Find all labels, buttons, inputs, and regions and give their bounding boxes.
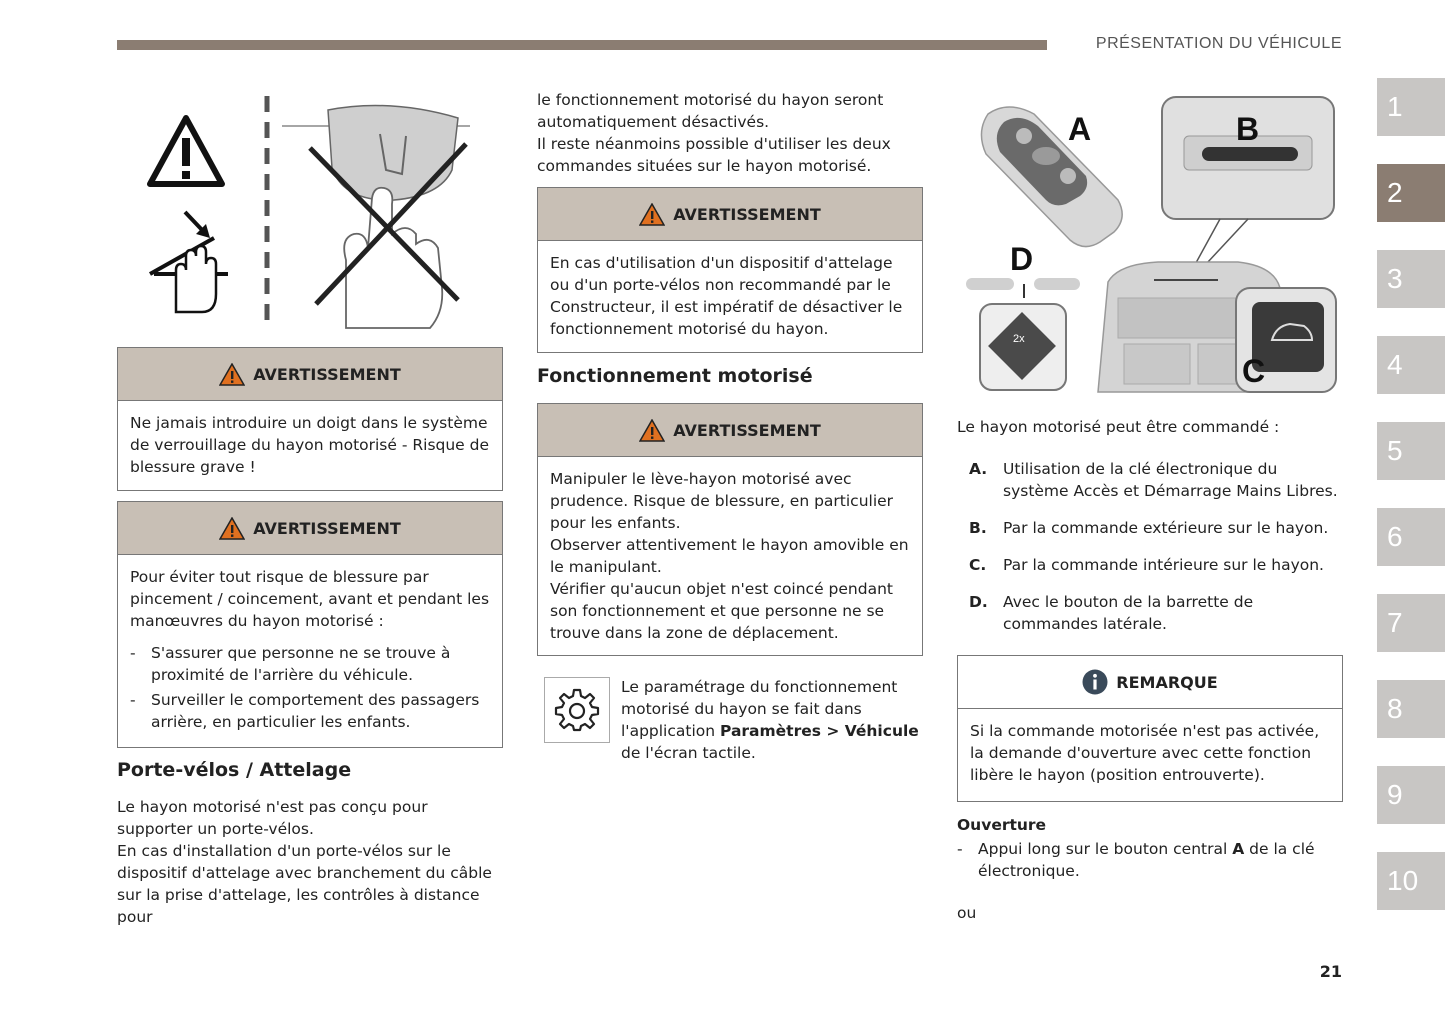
tab-4[interactable]: 4 <box>1377 336 1445 394</box>
tailgate-lock-drawing <box>282 106 470 329</box>
gear-icon <box>554 687 600 733</box>
note-text: Si la commande motorisée n'est pas activée, la demande d'ouverture avec cette fonction libère le hayon (position entrouverte). <box>970 722 1320 784</box>
warning-text: Ne jamais introduire un doigt dans le système de verrouillage du hayon motorisé - Risque de blessure grave ! <box>130 414 490 476</box>
header-rule <box>117 40 1047 50</box>
option-text: Par la commande extérieure sur le hayon. <box>1003 519 1329 537</box>
label-d: D <box>1010 241 1034 277</box>
warning-header <box>538 404 922 457</box>
tab-9[interactable]: 9 <box>1377 766 1445 824</box>
warning-header <box>118 348 502 401</box>
note-title: REMARQUE <box>1116 672 1218 692</box>
warning-text: Pour éviter tout risque de blessure par pincement / coincement, avant et pendant les manœuvres du hayon motorisé : <box>130 568 490 630</box>
hand-pinch-icon <box>150 212 228 312</box>
control-options-list <box>957 458 1342 650</box>
list-item <box>957 591 1342 635</box>
option-text: Par la commande intérieure sur le hayon. <box>1003 556 1324 574</box>
page-number: 21 <box>1319 962 1342 981</box>
warning-title: AVERTISSEMENT <box>253 518 401 538</box>
warning-box-pinch <box>117 501 503 748</box>
warning-triangle-icon <box>219 363 245 386</box>
label-c: C <box>1242 353 1266 389</box>
tailgate-controls-figure <box>958 92 1340 402</box>
label-2x: 2x <box>1013 333 1025 345</box>
option-text: Avec le bouton de la barrette de commandes latérale. <box>1003 593 1254 633</box>
section-heading-bike-rack: Porte-vélos / Attelage <box>117 759 352 781</box>
warning-content <box>118 555 502 746</box>
warning-text: Manipuler le lève-hayon motorisé avec prudence. Risque de blessure, en particulier pour les enfants. Observer attentivement le hayon amovible en le manipulant. Vérifier qu'aucun objet n'est coincé pendant son fonctionnement et que personne ne se trouve dans la zone de déplacement. <box>550 470 909 642</box>
or-text: ou <box>957 904 977 922</box>
warning-title: AVERTISSEMENT <box>673 204 821 224</box>
tab-6[interactable]: 6 <box>1377 508 1445 566</box>
pinch-hazard-illustration <box>140 88 500 333</box>
list-item <box>957 838 1342 882</box>
option-letter: C. <box>969 556 987 574</box>
settings-icon-frame <box>544 677 610 743</box>
settings-path: Paramètres > Véhicule <box>720 722 919 740</box>
warning-header <box>118 502 502 555</box>
option-text: Utilisation de la clé électronique du système Accès et Démarrage Mains Libres. <box>1003 460 1338 500</box>
settings-text-end: de l'écran tactile. <box>621 744 756 762</box>
warning-title: AVERTISSEMENT <box>673 420 821 440</box>
side-control-strip-illustration <box>966 241 1080 390</box>
label-a: A <box>1068 111 1092 147</box>
opening-text-end: de la clé électronique. <box>978 840 1315 880</box>
tab-5[interactable]: 5 <box>1377 422 1445 480</box>
list-item: - Surveiller le comportement des passagers arrière, en particulier les enfants. <box>130 689 490 733</box>
opening-text: Appui long sur le bouton central <box>978 840 1233 858</box>
tab-2[interactable]: 2 <box>1377 164 1445 222</box>
warning-triangle-icon <box>639 203 665 226</box>
section-heading-powered: Fonctionnement motorisé <box>537 365 813 387</box>
list-item <box>957 458 1342 502</box>
warning-triangle-icon <box>639 419 665 442</box>
tab-10[interactable]: 10 <box>1377 852 1445 910</box>
tab-7[interactable]: 7 <box>1377 594 1445 652</box>
label-b: B <box>1236 111 1260 147</box>
warning-list <box>130 642 490 733</box>
option-letter: B. <box>969 519 987 537</box>
list-item <box>957 517 1342 539</box>
warning-box-finger <box>117 347 503 491</box>
opening-subheading: Ouverture <box>957 816 1047 834</box>
option-letter: A. <box>969 460 988 478</box>
note-header <box>958 656 1342 709</box>
note-box <box>957 655 1343 802</box>
continued-paragraph: le fonctionnement motorisé du hayon seront automatiquement désactivés. Il reste néanmoins possible d'utiliser les deux commandes situées sur le hayon motorisé. <box>537 91 891 175</box>
option-letter: D. <box>969 593 988 611</box>
settings-paragraph <box>621 676 921 764</box>
info-icon <box>1082 669 1108 695</box>
tab-1[interactable]: 1 <box>1377 78 1445 136</box>
section-title: PRÉSENTATION DU VÉHICULE <box>1095 35 1342 52</box>
tab-8[interactable]: 8 <box>1377 680 1445 738</box>
controls-intro: Le hayon motorisé peut être commandé : <box>957 418 1280 436</box>
tab-3[interactable]: 3 <box>1377 250 1445 308</box>
key-fob-illustration <box>981 107 1122 247</box>
warning-text: En cas d'utilisation d'un dispositif d'attelage ou d'un porte-vélos non recommandé par le Constructeur, il est impératif de désactiver le fonctionnement motorisé du hayon. <box>550 254 903 338</box>
hazard-triangle-icon <box>150 118 222 184</box>
list-item: - S'assurer que personne ne se trouve à proximité de l'arrière du véhicule. <box>130 642 490 686</box>
bike-rack-paragraph: Le hayon motorisé n'est pas conçu pour supporter un porte-vélos. En cas d'installation d'un porte-vélos sur le dispositif d'attelage avec branchement du câble sur la prise d'attelage, les contrôles à distance pour <box>117 798 492 926</box>
opening-list <box>957 838 1342 885</box>
settings-text: Le paramétrage du fonctionnement motorisé du hayon se fait dans l'application <box>621 678 898 740</box>
interior-button-illustration <box>1236 288 1336 392</box>
warning-header <box>538 188 922 241</box>
list-item <box>957 554 1342 576</box>
warning-triangle-icon <box>219 517 245 540</box>
warning-box-handling <box>537 403 923 656</box>
warning-title: AVERTISSEMENT <box>253 364 401 384</box>
opening-key-ref: A <box>1232 840 1245 858</box>
warning-box-towing <box>537 187 923 353</box>
